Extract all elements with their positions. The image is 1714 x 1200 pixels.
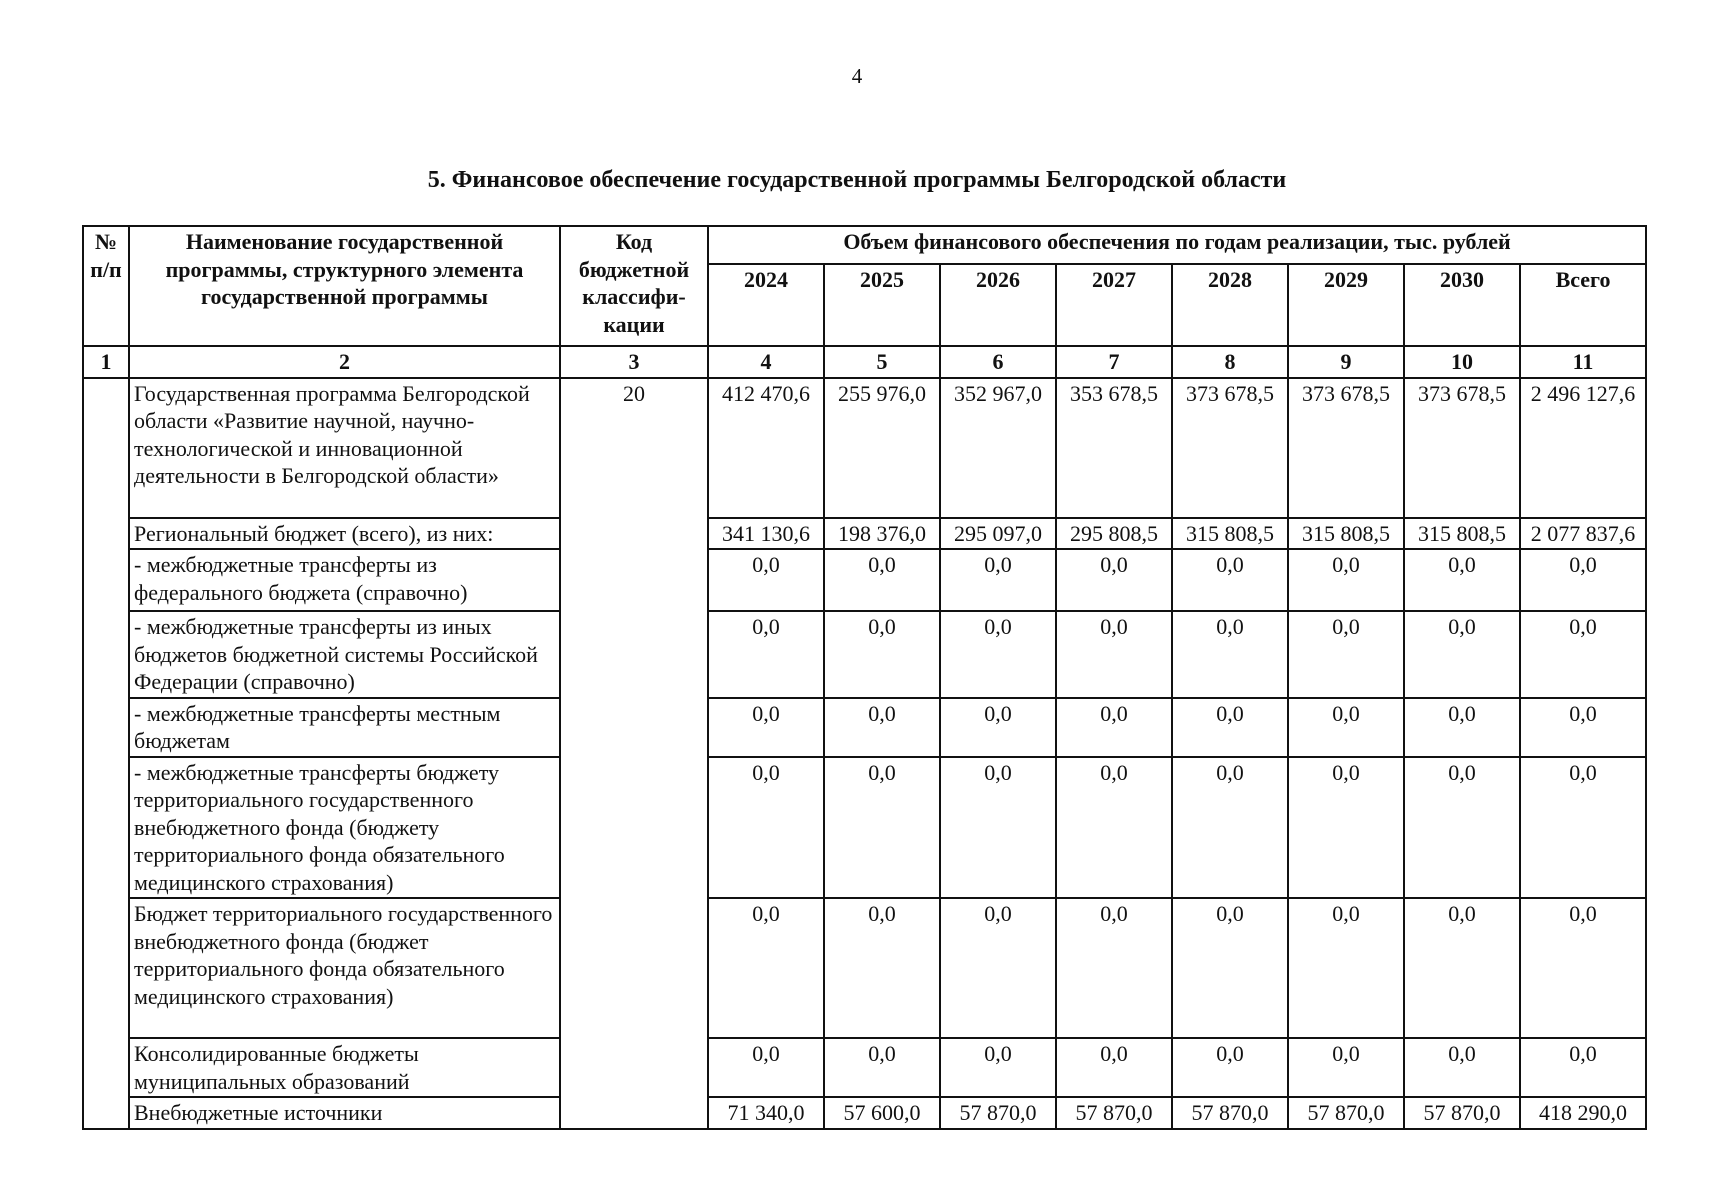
value-cell: 373 678,5 (1288, 378, 1404, 518)
table-row (83, 698, 1646, 757)
value-cell: 0,0 (940, 1038, 1056, 1097)
value-cell: 373 678,5 (1404, 378, 1520, 518)
value-cell: 373 678,5 (1172, 378, 1288, 518)
total-cell: 2 496 127,6 (1520, 378, 1646, 518)
value-cell: 0,0 (940, 698, 1056, 757)
value-cell: 315 808,5 (1288, 518, 1404, 550)
header-year: 2028 (1172, 264, 1288, 346)
value-cell: 0,0 (1288, 757, 1404, 899)
table-row (83, 518, 1646, 550)
value-cell: 0,0 (824, 898, 940, 1038)
total-cell: 0,0 (1520, 757, 1646, 899)
value-cell: 315 808,5 (1172, 518, 1288, 550)
header-year: 2024 (708, 264, 824, 346)
value-cell: 0,0 (824, 698, 940, 757)
value-cell: 0,0 (708, 898, 824, 1038)
value-cell: 57 600,0 (824, 1097, 940, 1129)
row-name: - межбюджетные трансферты местным бюджетам (129, 698, 560, 757)
value-cell: 0,0 (1056, 611, 1172, 698)
header-num: № п/п (83, 226, 129, 346)
total-cell: 0,0 (1520, 898, 1646, 1038)
total-cell: 0,0 (1520, 611, 1646, 698)
value-cell: 0,0 (1404, 898, 1520, 1038)
column-number: 9 (1288, 346, 1404, 378)
column-number: 2 (129, 346, 560, 378)
value-cell: 0,0 (1404, 757, 1520, 899)
column-number: 1 (83, 346, 129, 378)
row-name: Государственная программа Белгородской области «Развитие научной, научно-технологической и инновационной деятельности в Белгородской области» (129, 378, 560, 518)
row-name: - межбюджетные трансферты из федерального бюджета (справочно) (129, 549, 560, 611)
value-cell: 0,0 (824, 757, 940, 899)
value-cell: 0,0 (824, 1038, 940, 1097)
row-name: - межбюджетные трансферты бюджету территориального государственного внебюджетного фонда (бюджету территориального фонда обязательного медицинского страхования) (129, 757, 560, 899)
header-year: 2029 (1288, 264, 1404, 346)
value-cell: 0,0 (1404, 698, 1520, 757)
value-cell: 0,0 (940, 898, 1056, 1038)
value-cell: 0,0 (1288, 898, 1404, 1038)
value-cell: 57 870,0 (940, 1097, 1056, 1129)
value-cell: 352 967,0 (940, 378, 1056, 518)
value-cell: 57 870,0 (1172, 1097, 1288, 1129)
financing-table (82, 225, 1647, 1130)
value-cell: 71 340,0 (708, 1097, 824, 1129)
row-name: Региональный бюджет (всего), из них: (129, 518, 560, 550)
value-cell: 341 130,6 (708, 518, 824, 550)
value-cell: 57 870,0 (1288, 1097, 1404, 1129)
value-cell: 0,0 (1288, 1038, 1404, 1097)
value-cell: 0,0 (708, 757, 824, 899)
value-cell: 412 470,6 (708, 378, 824, 518)
table-row (83, 757, 1646, 899)
total-cell: 418 290,0 (1520, 1097, 1646, 1129)
value-cell: 57 870,0 (1056, 1097, 1172, 1129)
row-number-cell (83, 378, 129, 1129)
total-cell: 0,0 (1520, 698, 1646, 757)
value-cell: 0,0 (1404, 611, 1520, 698)
value-cell: 0,0 (708, 611, 824, 698)
value-cell: 0,0 (824, 611, 940, 698)
value-cell: 0,0 (1288, 611, 1404, 698)
row-name: Консолидированные бюджеты муниципальных образований (129, 1038, 560, 1097)
value-cell: 0,0 (1056, 549, 1172, 611)
value-cell: 198 376,0 (824, 518, 940, 550)
value-cell: 0,0 (1056, 757, 1172, 899)
table-row (83, 1038, 1646, 1097)
document-title: 5. Финансовое обеспечение государственной программы Белгородской области (427, 167, 1287, 193)
value-cell: 0,0 (1172, 698, 1288, 757)
value-cell: 0,0 (708, 549, 824, 611)
table-row (83, 611, 1646, 698)
row-name: Бюджет территориального государственного внебюджетного фонда (бюджет территориального фонда обязательного медицинского страхования) (129, 898, 560, 1038)
header-year: 2025 (824, 264, 940, 346)
value-cell: 0,0 (1056, 698, 1172, 757)
column-number: 11 (1520, 346, 1646, 378)
column-number: 7 (1056, 346, 1172, 378)
value-cell: 255 976,0 (824, 378, 940, 518)
header-year: 2027 (1056, 264, 1172, 346)
column-number: 3 (560, 346, 708, 378)
value-cell: 0,0 (1172, 898, 1288, 1038)
table-row (83, 1097, 1646, 1129)
value-cell: 295 808,5 (1056, 518, 1172, 550)
value-cell: 57 870,0 (1404, 1097, 1520, 1129)
value-cell: 0,0 (824, 549, 940, 611)
value-cell: 0,0 (1172, 549, 1288, 611)
row-name: - межбюджетные трансферты из иных бюджетов бюджетной системы Российской Федерации (справочно) (129, 611, 560, 698)
header-volume: Объем финансового обеспечения по годам реализации, тыс. рублей (708, 226, 1646, 264)
value-cell: 315 808,5 (1404, 518, 1520, 550)
value-cell: 295 097,0 (940, 518, 1056, 550)
column-number: 4 (708, 346, 824, 378)
table-row (83, 549, 1646, 611)
value-cell: 0,0 (1288, 698, 1404, 757)
budget-code: 20 (560, 378, 708, 1129)
header-total: Всего (1520, 264, 1646, 346)
value-cell: 0,0 (1172, 611, 1288, 698)
total-cell: 0,0 (1520, 549, 1646, 611)
total-cell: 0,0 (1520, 1038, 1646, 1097)
header-year: 2030 (1404, 264, 1520, 346)
header-year: 2026 (940, 264, 1056, 346)
value-cell: 0,0 (940, 549, 1056, 611)
header-name: Наименование государственной программы, структурного элемента государственной программы (129, 226, 560, 346)
value-cell: 0,0 (708, 698, 824, 757)
row-name: Внебюджетные источники (129, 1097, 560, 1129)
column-number: 8 (1172, 346, 1288, 378)
page-number: 4 (851, 64, 863, 88)
value-cell: 0,0 (940, 757, 1056, 899)
value-cell: 0,0 (708, 1038, 824, 1097)
value-cell: 0,0 (1056, 1038, 1172, 1097)
value-cell: 0,0 (1288, 549, 1404, 611)
table-row (83, 898, 1646, 1038)
table-row (83, 378, 1646, 518)
header-code: Код бюджетной классифи-кации (560, 226, 708, 346)
column-number: 6 (940, 346, 1056, 378)
total-cell: 2 077 837,6 (1520, 518, 1646, 550)
value-cell: 0,0 (1404, 1038, 1520, 1097)
value-cell: 0,0 (940, 611, 1056, 698)
value-cell: 0,0 (1056, 898, 1172, 1038)
value-cell: 0,0 (1404, 549, 1520, 611)
column-number: 10 (1404, 346, 1520, 378)
value-cell: 0,0 (1172, 757, 1288, 899)
column-number: 5 (824, 346, 940, 378)
value-cell: 0,0 (1172, 1038, 1288, 1097)
value-cell: 353 678,5 (1056, 378, 1172, 518)
